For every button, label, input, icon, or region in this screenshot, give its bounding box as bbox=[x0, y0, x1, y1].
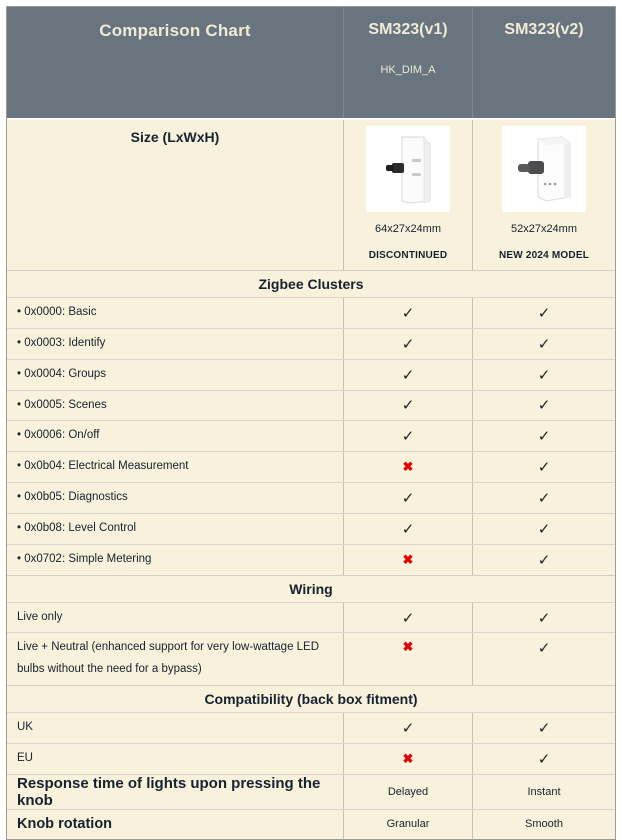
size-row bbox=[7, 118, 615, 270]
check-icon: ✓ bbox=[537, 609, 551, 627]
row-label: • 0x0000: Basic bbox=[17, 306, 97, 318]
size-row-label: Size (LxWxH) bbox=[130, 129, 220, 145]
column-header-v1-title: SM323(v1) bbox=[368, 21, 448, 38]
check-icon: ✓ bbox=[401, 397, 415, 415]
table-row bbox=[7, 390, 615, 421]
check-icon: ✓ bbox=[537, 720, 551, 738]
check-icon: ✓ bbox=[401, 366, 415, 384]
dimensions-v2: 52x27x24mm bbox=[510, 223, 578, 235]
row-label: • 0x0005: Scenes bbox=[17, 398, 107, 411]
table-row bbox=[7, 297, 615, 328]
check-icon: ✓ bbox=[401, 520, 415, 538]
size-cell-v1 bbox=[343, 120, 472, 270]
check-icon: ✓ bbox=[401, 304, 415, 322]
row-label: • 0x0006: On/off bbox=[17, 429, 100, 442]
section-header-compatibility: Compatibility (back box fitment) bbox=[7, 685, 615, 712]
check-icon: ✓ bbox=[401, 489, 415, 507]
row-label: • 0x0b05: Diagnostics bbox=[17, 491, 128, 504]
column-header-v1-subtitle: HK_DIM_A bbox=[380, 64, 436, 76]
row-label: • 0x0004: Groups bbox=[17, 367, 107, 380]
row-label: Live only bbox=[17, 610, 63, 623]
value-v1: Granular bbox=[386, 818, 430, 831]
check-icon: ✓ bbox=[537, 304, 551, 322]
check-icon: ✓ bbox=[537, 335, 551, 353]
value-v1: Delayed bbox=[387, 785, 429, 798]
cross-icon: ✖ bbox=[402, 459, 414, 475]
check-icon: ✓ bbox=[401, 335, 415, 353]
table-row bbox=[7, 774, 615, 809]
table-row bbox=[7, 602, 615, 633]
size-cell-v2 bbox=[472, 120, 615, 270]
check-icon: ✓ bbox=[401, 609, 415, 627]
check-icon: ✓ bbox=[537, 520, 551, 538]
status-v2: NEW 2024 MODEL bbox=[498, 250, 590, 261]
table-row bbox=[7, 420, 615, 451]
product-image-v2 bbox=[502, 126, 586, 212]
dimensions-v1: 64x27x24mm bbox=[374, 223, 442, 235]
check-icon: ✓ bbox=[401, 428, 415, 446]
row-label: Knob rotation bbox=[17, 816, 113, 833]
check-icon: ✓ bbox=[537, 459, 551, 477]
table-row bbox=[7, 328, 615, 359]
value-v2: Smooth bbox=[525, 818, 563, 831]
cross-icon: ✖ bbox=[402, 750, 414, 766]
table-row bbox=[7, 359, 615, 390]
cross-icon: ✖ bbox=[402, 551, 414, 567]
table-row bbox=[7, 712, 615, 743]
table-row bbox=[7, 482, 615, 513]
table-title-cell bbox=[7, 7, 343, 118]
product-image-v1 bbox=[366, 126, 450, 212]
device-v1-photo-icon bbox=[372, 129, 444, 209]
row-label: EU bbox=[17, 751, 33, 764]
table-row bbox=[7, 809, 615, 839]
check-icon: ✓ bbox=[401, 720, 415, 738]
row-label: Response time of lights upon pressing the knob bbox=[17, 774, 321, 809]
table-row bbox=[7, 544, 615, 575]
table-row bbox=[7, 743, 615, 774]
check-icon: ✓ bbox=[537, 551, 551, 569]
cross-icon: ✖ bbox=[402, 639, 414, 655]
status-v1: DISCONTINUED bbox=[368, 250, 448, 261]
column-header-v2 bbox=[472, 7, 615, 118]
row-label: UK bbox=[17, 721, 33, 734]
device-v2-photo-icon bbox=[508, 129, 580, 209]
check-icon: ✓ bbox=[537, 428, 551, 446]
row-label: • 0x0003: Identify bbox=[17, 336, 106, 349]
check-icon: ✓ bbox=[537, 640, 551, 658]
table-row bbox=[7, 513, 615, 544]
table-header-row bbox=[7, 7, 615, 118]
value-v2: Instant bbox=[527, 785, 561, 798]
check-icon: ✓ bbox=[537, 366, 551, 384]
table-row bbox=[7, 451, 615, 482]
row-label: • 0x0702: Simple Metering bbox=[17, 552, 152, 565]
column-header-v2-title: SM323(v2) bbox=[504, 21, 584, 38]
check-icon: ✓ bbox=[537, 750, 551, 768]
row-label: Live + Neutral (enhanced support for very low-wattage LED bulbs without the need for a bypass) bbox=[17, 641, 320, 676]
check-icon: ✓ bbox=[537, 489, 551, 507]
section-header-zigbee-clusters: Zigbee Clusters bbox=[7, 270, 615, 297]
table-row bbox=[7, 632, 615, 685]
section-header-wiring: Wiring bbox=[7, 575, 615, 602]
row-label: • 0x0b04: Electrical Measurement bbox=[17, 460, 189, 473]
row-label: • 0x0b08: Level Control bbox=[17, 521, 137, 534]
column-header-v1 bbox=[343, 7, 472, 118]
comparison-table bbox=[6, 6, 616, 840]
check-icon: ✓ bbox=[537, 397, 551, 415]
table-title: Comparison Chart bbox=[99, 21, 251, 40]
